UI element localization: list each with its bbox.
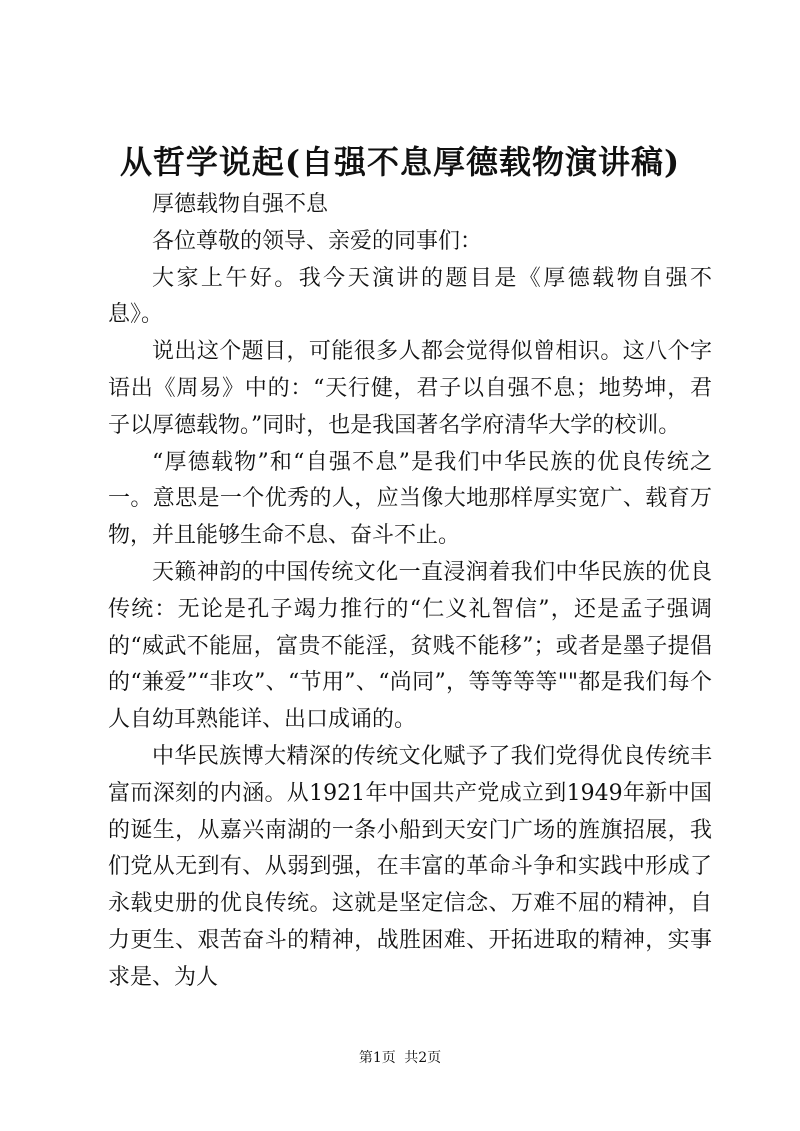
paragraph-opening: 大家上午好。我今天演讲的题目是《厚德载物自强不息》。 [108,265,712,328]
page-footer [0,1048,800,1068]
page-total: 共2页 [404,1050,442,1066]
paragraph-subtitle: 厚德载物自强不息 [152,192,329,217]
document-body [108,187,712,997]
paragraph-greeting: 各位尊敬的领导、亲爱的同事们： [152,228,483,254]
paragraph-party-history: 中华民族博大精深的传统文化赋予了我们党得优良传统丰富而深刻的内涵。从1921年中国共产党成立到1949年新中国的诞生，从嘉兴南湖的一条小船到天安门广场的旌旗招展，我们党从无到有、从弱到强，在丰富的革命斗争和实践中形成了永载史册的优良传统。这就是坚定信念、万难不屈的精神，自力更生、艰苦奋斗的精神，战胜困难、开拓进取的精神，实事求是、为人 [108,743,712,990]
paragraph-origin: 说出这个题目，可能很多人都会觉得似曾相识。这八个字语出《周易》中的：“天行健，君子以自强不息；地势坤，君子以厚德载物。”同时，也是我国著名学府清华大学的校训。 [108,339,712,438]
paragraph-meaning: “厚德载物”和“自强不息”是我们中华民族的优良传统之一。意思是一个优秀的人，应当像大地那样厚实宽广、载育万物，并且能够生命不息、奋斗不止。 [108,449,712,549]
document-title: 从哲学说起(自强不息厚德载物演讲稿) [119,143,681,181]
page-number: 第1页 [358,1050,396,1066]
paragraph-tradition: 天籁神韵的中国传统文化一直浸润着我们中华民族的优良传统：无论是孔子竭力推行的“仁义礼智信”，还是孟子强调的“威武不能屈，富贵不能淫，贫贱不能移”；或者是墨子提倡的“兼爱”“非攻”、“节用”、“尚同”，等等等等""都是我们每个人自幼耳熟能详、出口成诵的。 [108,559,712,733]
